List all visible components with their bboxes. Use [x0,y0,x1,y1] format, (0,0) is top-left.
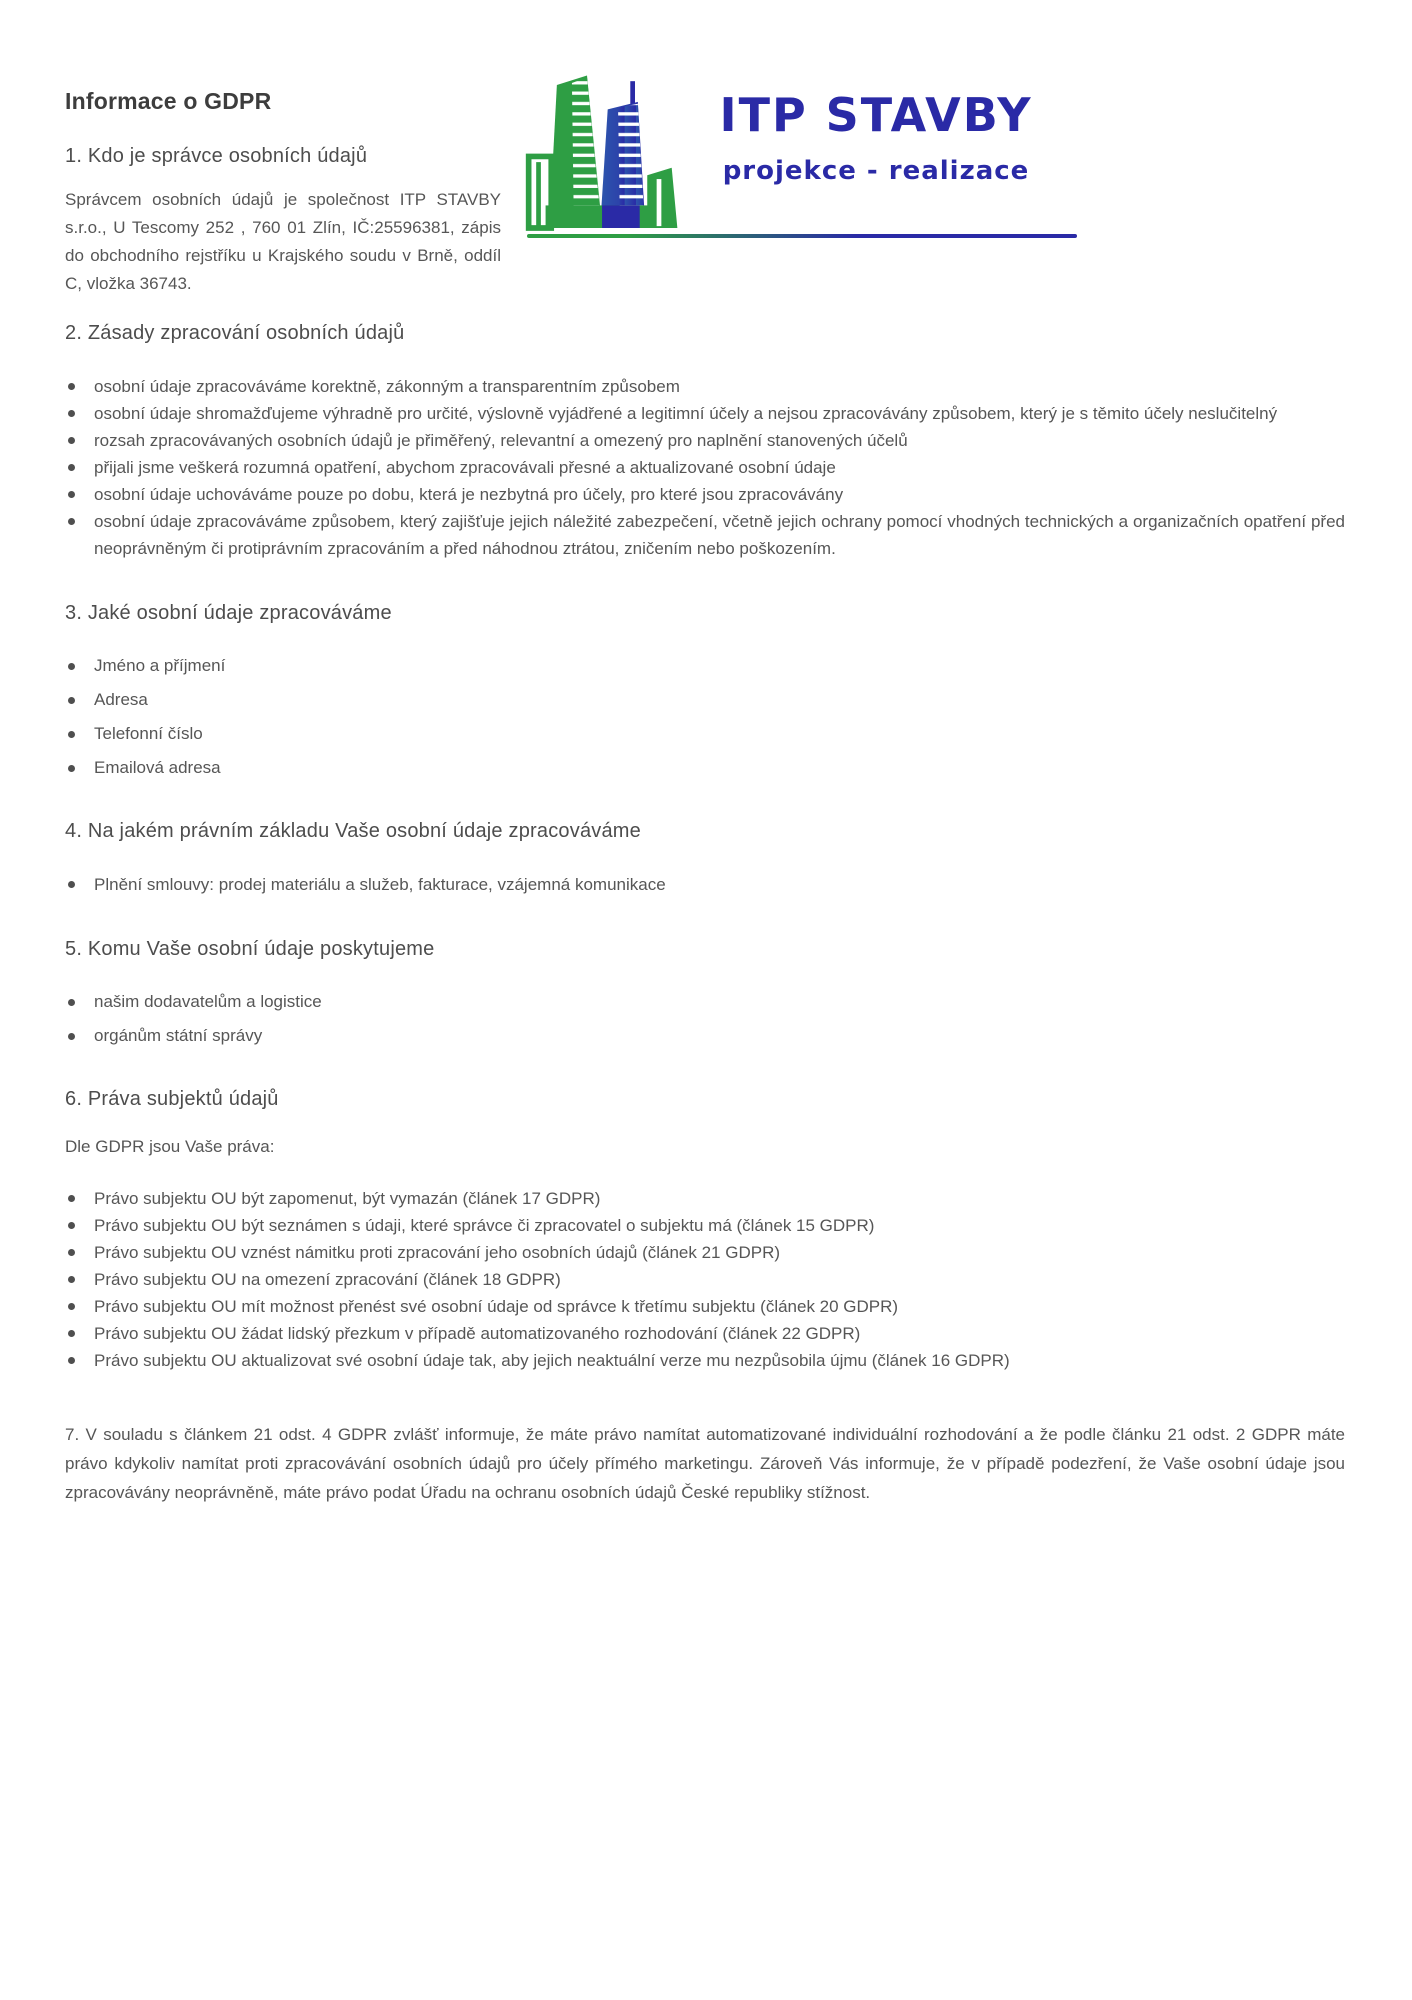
section-2-bullet-list [65,373,1345,562]
company-logo [517,58,1077,240]
list-item: Právo subjektu OU žádat lidský přezkum v případě automatizovaného rozhodování (článek 22 GDPR) [65,1320,1345,1347]
buildings-skyline-icon [523,64,683,232]
logo-text-block [685,88,1067,186]
list-item: rozsah zpracovávaných osobních údajů je přiměřený, relevantní a omezený pro naplnění stanovených účelů [65,427,1345,454]
section-6-heading: 6. Práva subjektů údajů [65,1088,279,1110]
section-7-paragraph: 7. V souladu s článkem 21 odst. 4 GDPR zvlášť informuje, že máte právo namítat automatizované individuální rozhodování a že podle článku 21 odst. 2 GDPR máte právo kdykoliv namítat proti zpracovávání osobních údajů pro účely přímého marketingu. Zároveň Vás informuje, že v případě podezření, že Vaše osobní údaje jsou zpracovávány neoprávněně, máte právo podat Úřadu na ochranu osobních údajů České republiky stížnost. [65,1425,1345,1502]
list-item: Právo subjektu OU na omezení zpracování (článek 18 GDPR) [65,1266,1345,1293]
page-title: Informace o GDPR [65,88,272,114]
section-2-heading: 2. Zásady zpracování osobních údajů [65,322,405,344]
section-5-heading: 5. Komu Vaše osobní údaje poskytujeme [65,938,435,960]
list-item: Právo subjektu OU být seznámen s údaji, které správce či zpracovatel o subjektu má (článek 15 GDPR) [65,1212,1345,1239]
company-info-paragraph: Správcem osobních údajů je společnost ITP STAVBY s.r.o., U Tescomy 252 , 760 01 Zlín, IČ:25596381, zápis do obchodního rejstříku u Krajského soudu v Brně, oddíl C, vložka 36743. [65,190,501,293]
logo-underline-rule [527,234,1077,238]
list-item: Jméno a příjmení [65,653,1345,678]
logo-tagline: projekce - realizace [722,156,1030,186]
section-4-heading: 4. Na jakém právním základu Vaše osobní údaje zpracováváme [65,820,641,842]
list-item: Telefonní číslo [65,721,1345,746]
list-item: Plnění smlouvy: prodej materiálu a služeb, fakturace, vzájemná komunikace [65,871,1345,898]
list-item: našim dodavatelům a logistice [65,989,1345,1014]
section-5-bullet-list [65,989,1345,1048]
section-6-intro: Dle GDPR jsou Vaše práva: [65,1137,275,1156]
list-item: Emailová adresa [65,755,1345,780]
list-item: osobní údaje uchováváme pouze po dobu, která je nezbytná pro účely, pro které jsou zpracovávány [65,481,1345,508]
list-item: Adresa [65,687,1345,712]
logo-company-name: ITP STAVBY [719,88,1033,142]
list-item: Právo subjektu OU být zapomenut, být vymazán (článek 17 GDPR) [65,1185,1345,1212]
section-3-heading: 3. Jaké osobní údaje zpracováváme [65,602,392,624]
list-item: přijali jsme veškerá rozumná opatření, abychom zpracovávali přesné a aktualizované osobní údaje [65,454,1345,481]
list-item: Právo subjektu OU aktualizovat své osobní údaje tak, aby jejich neaktuální verze mu nezpůsobila újmu (článek 16 GDPR) [65,1347,1345,1374]
document-header [65,56,1345,298]
section-1-heading: 1. Kdo je správce osobních údajů [65,145,368,167]
header-left-column [65,56,501,298]
list-item: osobní údaje zpracováváme způsobem, který zajišťuje jejich náležité zabezpečení, včetně jejich ochrany pomocí vhodných technických a organizačních opatření před neoprávněným či protiprávním zpracováním a před náhodnou ztrátou, zničením nebo poškozením. [65,508,1345,562]
section-4-bullet-list [65,871,1345,898]
list-item: osobní údaje shromažďujeme výhradně pro určité, výslovně vyjádřené a legitimní účely a nejsou zpracovávány způsobem, který je s těmito účely neslučitelný [65,400,1345,427]
section-3-bullet-list [65,653,1345,780]
list-item: osobní údaje zpracováváme korektně, zákonným a transparentním způsobem [65,373,1345,400]
list-item: Právo subjektu OU mít možnost přenést své osobní údaje od správce k třetímu subjektu (článek 20 GDPR) [65,1293,1345,1320]
list-item: orgánům státní správy [65,1023,1345,1048]
list-item: Právo subjektu OU vznést námitku proti zpracování jeho osobních údajů (článek 21 GDPR) [65,1239,1345,1266]
section-6-bullet-list [65,1185,1345,1374]
